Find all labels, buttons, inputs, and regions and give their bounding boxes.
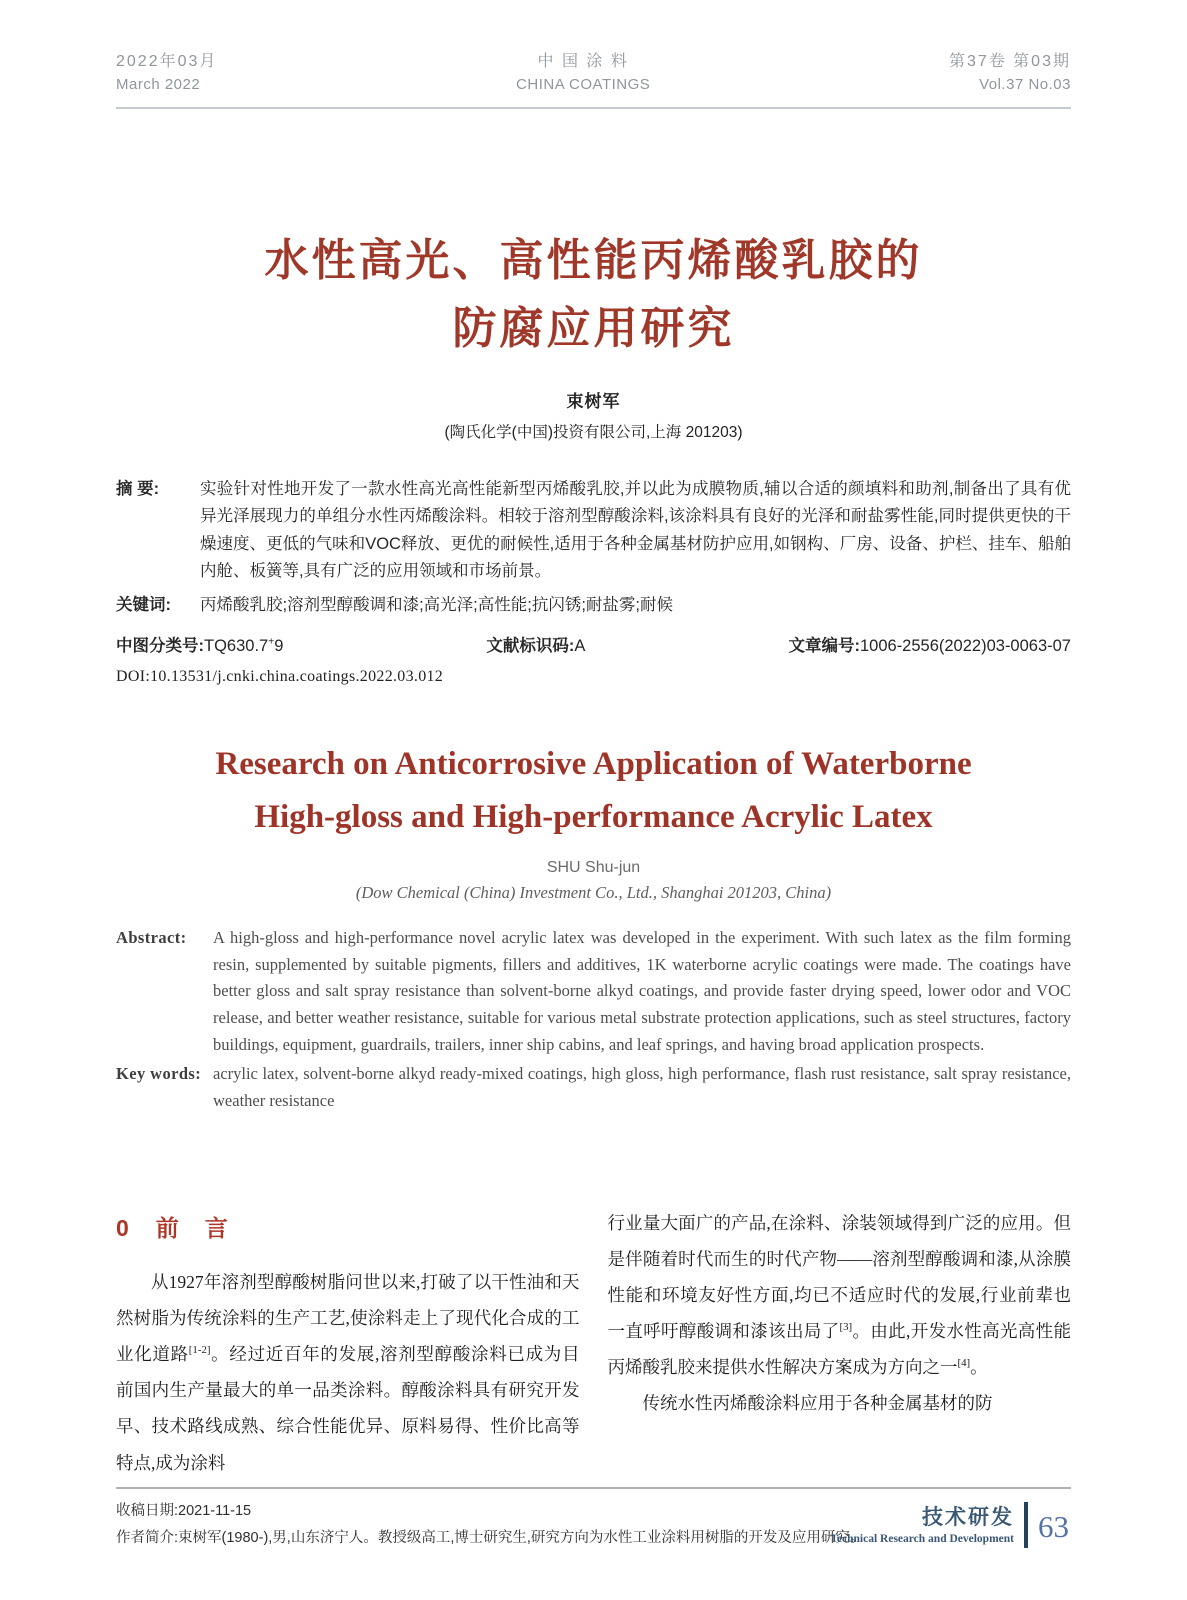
header-journal-name (516, 50, 650, 97)
issue-date-cn: 2022年03月 (116, 53, 218, 70)
document-code (486, 632, 585, 656)
article-title-cn-line1: 水性高光、高性能丙烯酸乳胶的 (264, 235, 923, 285)
article-title-cn-line2: 防腐应用研究 (452, 303, 735, 353)
abstract-en-text: A high-gloss and high-performance novel acrylic latex was developed in the experiment. With such latex as the film forming resin, supplemented by suitable pigments, fillers and additives, 1K waterborne acrylic coatings were made. The coatings have better gloss and salt spray resistance than solvent-borne alkyd coatings, and provide faster drying speed, lower odor and VOC release, and better weather resistance, suitable for various metal substrate protection applications, such as steel structures, factory buildings, equipment, guardrails, trailers, inner ship cabins, and leaf springs, and having broad application prospects. (213, 927, 1071, 1055)
article-number-value: 1006-2556(2022)03-0063-07 (859, 636, 1071, 655)
document-code-value: A (574, 636, 586, 655)
document-code-label: 文献标识码: (486, 636, 575, 655)
footer-divider-bar (1024, 1502, 1028, 1548)
volume-info-cn: 第37卷 第03期 (948, 53, 1071, 70)
abstract-en-block (116, 925, 1071, 1059)
body-paragraph: 从1927年溶剂型醇酸树脂问世以来,打破了以干性油和天然树脂为传统涂料的生产工艺,使涂料走上了现代化合成的工业化道路[1-2]。经过近百年的发展,溶剂型醇酸涂料已成为目前国内生产量最大的单一品类涂料。醇酸涂料具有研究开发早、技术路线成熟、综合性能优异、原料易得、性价比高等特点,成为涂料 (116, 1272, 580, 1473)
affiliation-en: (Dow Chemical (China) Investment Co., Ltd., Shanghai 201203, China) (355, 882, 832, 902)
article-title-en-line1: Research on Anticorrosive Application of Waterborne (215, 745, 972, 782)
author-cn: 束树军 (566, 391, 621, 411)
body-column-right (608, 1205, 1072, 1481)
clc-label: 中图分类号: (116, 636, 204, 655)
issue-date-en: March 2022 (116, 76, 201, 93)
journal-name-cn: 中 国 涂 料 (537, 53, 629, 70)
page-footer (830, 1502, 1069, 1548)
keywords-cn-block (116, 592, 1071, 618)
abstract-cn-block (116, 476, 1071, 586)
section-heading (116, 1205, 580, 1252)
classification-row (116, 632, 1071, 656)
section-title: 前言 (155, 1214, 254, 1241)
received-date: 收稿日期:2021-11-15 (116, 1502, 252, 1519)
article-title-en-line2: High-gloss and High-performance Acrylic Latex (254, 799, 933, 836)
body-paragraph: 传统水性丙烯酸涂料应用于各种金属基材的防 (642, 1393, 993, 1414)
journal-header (116, 50, 1071, 109)
doi: DOI:10.13531/j.cnki.china.coatings.2022.03.012 (116, 667, 444, 685)
keywords-en-text: acrylic latex, solvent-borne alkyd ready-mixed coatings, high gloss, high performance, flash rust resistance, salt spray resistance, weather resistance (213, 1064, 1071, 1111)
footer-column-en: Technical Research and Development (830, 1532, 1014, 1545)
clc-value: TQ630.7+9 (204, 636, 284, 655)
author-en: SHU Shu-jun (546, 858, 641, 876)
article-title-cn (116, 227, 1071, 363)
footer-column-cn: 技术研发 (922, 1506, 1014, 1530)
keywords-cn-label: 关键词: (116, 596, 171, 615)
abstract-en-label: Abstract: (116, 927, 187, 947)
journal-name-en: CHINA COATINGS (516, 76, 651, 93)
author-bio: 作者简介:束树军(1980-),男,山东济宁人。教授级高工,博士研究生,研究方向为水性工业涂料用树脂的开发及应用研究。 (116, 1530, 865, 1547)
volume-info-en: Vol.37 No.03 (979, 76, 1071, 93)
body-column-left (116, 1205, 580, 1481)
page-number: 63 (1038, 1509, 1069, 1544)
keywords-en-label: Key words: (116, 1064, 202, 1084)
header-issue-date (116, 50, 217, 97)
header-volume-info (949, 50, 1071, 97)
article-number (788, 632, 1071, 656)
abstract-cn-label: 摘 要: (116, 479, 160, 498)
keywords-en-block (116, 1061, 1071, 1115)
article-number-label: 文章编号: (788, 636, 860, 655)
abstract-cn-text: 实验针对性地开发了一款水性高光高性能新型丙烯酸乳胶,并以此为成膜物质,辅以合适的颜填料和助剂,制备出了具有优异光泽展现力的单组分水性丙烯酸涂料。相较于溶剂型醇酸涂料,该涂料具有良好的光泽和耐盐雾性能,同时提供更快的干燥速度、更低的气味和VOC释放、更优的耐候性,适用于各种金属基材防护应用,如钢构、厂房、设备、护栏、挂车、船舶内舱、板簧等,具有广泛的应用领域和市场前景。 (200, 479, 1071, 580)
clc-number (116, 632, 283, 656)
footer-column-name (830, 1505, 1014, 1544)
section-number: 0 (116, 1214, 130, 1241)
body-columns (116, 1205, 1071, 1481)
body-paragraph: 行业量大面广的产品,在涂料、涂装领域得到广泛的应用。但是伴随着时代而生的时代产物——溶剂型醇酸调和漆,从涂膜性能和环境友好性方面,均已不适应时代的发展,行业前辈也一直呼吁醇酸调和漆该出局了[3]。由此,开发水性高光高性能丙烯酸乳胶来提供水性解决方案成为方向之一[4]。 (607, 1212, 1071, 1378)
article-title-en (116, 738, 1071, 845)
keywords-cn-text: 丙烯酸乳胶;溶剂型醇酸调和漆;高光泽;高性能;抗闪锈;耐盐雾;耐候 (200, 596, 674, 615)
affiliation-cn: (陶氏化学(中国)投资有限公司,上海 201203) (444, 423, 743, 441)
